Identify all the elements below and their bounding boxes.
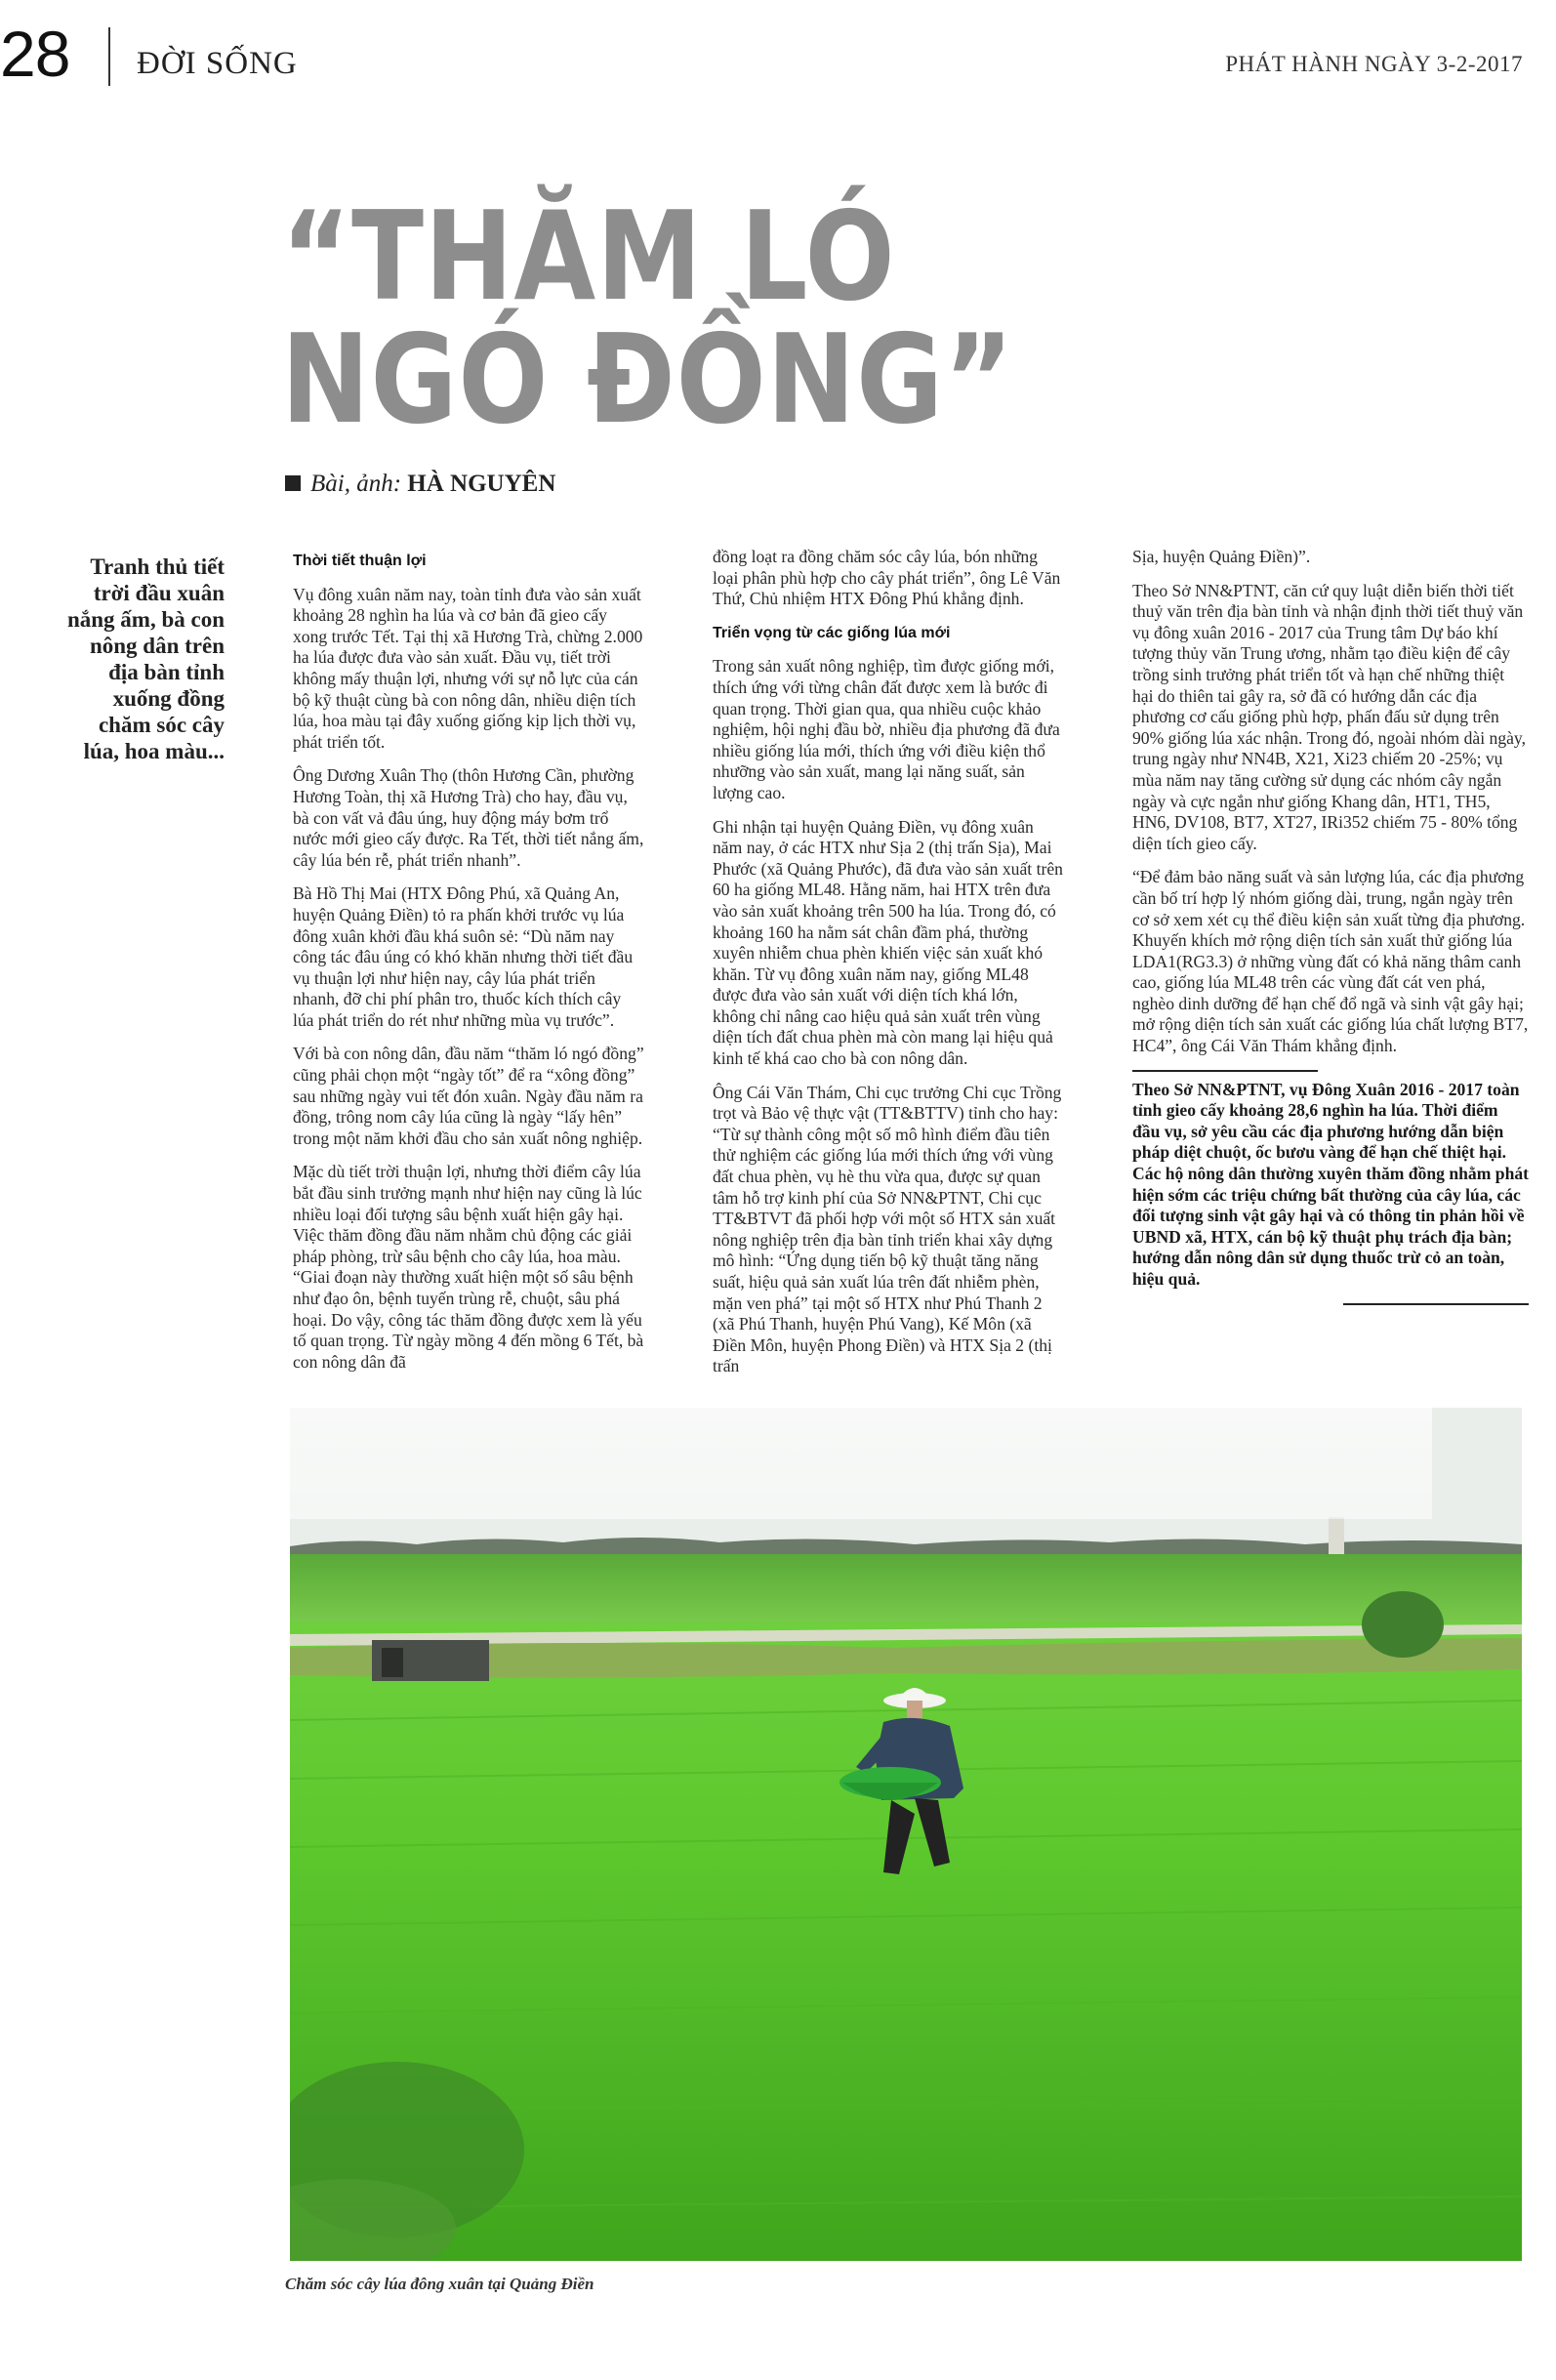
section-name: ĐỜI SỐNG	[137, 46, 298, 81]
box-bottom-rule	[1343, 1303, 1529, 1305]
photo-caption: Chăm sóc cây lúa đông xuân tại Quảng Điền	[285, 2275, 594, 2293]
byline-square-icon	[285, 475, 301, 491]
sluice-opening	[382, 1648, 403, 1677]
paragraph: đồng loạt ra đồng chăm sóc cây lúa, bón những loại phân phù hợp cho cây phát triển”, ông Lê Văn Thứ, Chủ nhiệm HTX Đông Phú khẳng định.	[713, 547, 1061, 609]
paragraph: Theo Sở NN&PTNT, căn cứ quy luật diễn biến thời tiết thuỷ văn trên địa bàn tỉnh và nhận định thời tiết thuỷ văn vụ đông xuân 2016 - 2017 của Trung tâm Dự báo khí tượng thủy văn Trung ương, nhằm tạo điều kiện để cây trồng sinh trưởng phát triển tốt và hạn chế những thiệt hại do thiên tai gây ra, sở đã có hướng dẫn các địa phương cơ cấu giống phù hợp, phấn đấu sử dụng trên 90% giống lúa xác nhận. Trong đó, ngoài nhóm dài ngày, trung ngày như NN4B, X21, Xi23 chiếm 20 -25%; vụ mùa năm nay tăng cường sử dụng các nhóm cây ngắn ngày và cực ngắn như giống Khang dân, HT1, TH5, HN6, DV108, BT7, XT27, IRi352 chiếm 75 - 80% tổng diện tích gieo cấy.	[1132, 580, 1526, 853]
box-top-rule	[1132, 1070, 1318, 1072]
rice-field-photo	[290, 1408, 1522, 2261]
bush	[1362, 1591, 1444, 1658]
byline-label: Bài, ảnh:	[310, 471, 402, 497]
paragraph: Vụ đông xuân năm nay, toàn tỉnh đưa vào sản xuất khoảng 28 nghìn ha lúa và cơ bản đã gieo cấy xong trước Tết. Tại thị xã Hương Trà, chừng 2.000 ha lúa được đưa vào sản xuất. Đầu vụ, tiết trời không mấy thuận lợi, nhưng với sự nỗ lực của cán bộ kỹ thuật cùng bà con nông dân, nhiều diện tích lúa, hoa màu tại đây xuống giống kịp lịch thời vụ, phát triển tốt.	[293, 584, 643, 752]
byline-author: HÀ NGUYÊN	[407, 471, 556, 497]
paragraph: Với bà con nông dân, đầu năm “thăm ló ngó đồng” cũng phải chọn một “ngày tốt” để ra “xông đồng” sau những ngày vui tết đón xuân. Ngày đầu năm ra đồng, trông nom cây lúa cũng là ngày “lấy hên” trong một năm khởi đầu cho sản xuất nông nghiệp.	[293, 1044, 644, 1148]
title-line-2: NGÓ ĐỒNG”	[281, 308, 1014, 451]
page-number: 28	[0, 18, 70, 90]
paragraph: “Để đảm bảo năng suất và sản lượng lúa, các địa phương cần bố trí hợp lý nhóm giống dài, trung, ngắn ngày trên cơ sở xem xét cụ thể điều kiện sản xuất từng địa phương. Khuyến khích mở rộng diện tích sản xuất thử giống lúa LDA1(RG3.3) ở những vùng đất có khả năng thâm canh cao, giống lúa ML48 trên các vùng đất cát ven phá, nghèo dinh dưỡng để hạn chế đổ ngã và sinh vật gây hại; mở rộng diện tích sản xuất các giống lúa chất lượng BT7, HC4”, ông Cái Văn Thám khẳng định.	[1132, 867, 1529, 1056]
subheading-weather: Thời tiết thuận lợi	[293, 553, 427, 569]
photo-illustration	[290, 1408, 1522, 2261]
paragraph: Ông Dương Xuân Thọ (thôn Hương Cần, phường Hương Toàn, thị xã Hương Trà) cho hay, đầu vụ, bà con vất vả đâu úng, huy động máy bơm trổ nước mới gieo cấy được. Ra Tết, thời tiết nắng ấm, cây lúa bén rễ, phát triển nhanh”.	[293, 765, 644, 870]
text-overlay-band	[290, 1408, 1432, 1519]
small-tower	[1329, 1517, 1344, 1554]
far-field	[290, 1554, 1522, 1622]
highlight-box: Theo Sở NN&PTNT, vụ Đông Xuân 2016 - 2017 toàn tỉnh gieo cấy khoảng 28,6 nghìn ha lúa. Thời điểm đầu vụ, sở yêu cầu các địa phương hướng dẫn biện pháp diệt chuột, ốc bươu vàng để hạn chế thiệt hại. Các hộ nông dân thường xuyên thăm đồng nhằm phát hiện sớm các triệu chứng bất thường của cây lúa, các đối tượng sinh vật gây hại và có thông tin phản hồi về UBND xã, HTX, cán bộ kỹ thuật phụ trách địa bàn; hướng dẫn nông dân sử dụng thuốc trừ cỏ an toàn, hiệu quả.	[1132, 1079, 1530, 1289]
header-divider	[108, 27, 110, 86]
paragraph: Bà Hồ Thị Mai (HTX Đông Phú, xã Quảng An, huyện Quảng Điền) tỏ ra phấn khởi trước vụ lúa đông xuân khởi đầu khá suôn sẻ: “Dù năm nay công tác đâu úng có khó khăn nhưng thời tiết đầu vụ thuận lợi như hiện nay, cây lúa phát triển nhanh, đỡ chi phí phân tro, thuốc kích thích cây lúa phát triển do rét như những mùa vụ trước”.	[293, 883, 634, 1030]
text-column-1	[293, 547, 644, 1385]
paragraph: Sịa, huyện Quảng Điền)”.	[1132, 547, 1311, 566]
paragraph: Ghi nhận tại huyện Quảng Điền, vụ đông xuân năm nay, ở các HTX như Sịa 2 (thị trấn Sịa), Mai Phước (xã Quảng Phước), đã đưa vào sản xuất trên 60 ha giống ML48. Hằng năm, hai HTX trên đưa vào sản xuất khoảng trên 500 ha lúa. Trong đó, có khoảng 160 ha nằm sát chân đầm phá, thường xuyên nhiễm chua phèn khiến việc sản xuất khó khăn. Từ vụ đông xuân năm nay, giống ML48 được đưa vào sản xuất với diện tích khá lớn, không chỉ nâng cao hiệu quả sản xuất trên vùng diện tích đất chua phèn mà còn mang lại hiệu quả kinh tế khá cao cho bà con nông dân.	[713, 816, 1063, 1069]
byline	[285, 471, 555, 498]
text-column-2	[713, 547, 1064, 1390]
text-column-3	[1132, 547, 1529, 1305]
paragraph: Mặc dù tiết trời thuận lợi, nhưng thời điểm cây lúa bắt đầu sinh trưởng mạnh như hiện nay cũng là lúc nhiều loại đối tượng sâu bệnh xuất hiện gây hại. Việc thăm đồng đầu năm nhằm chủ động các giải pháp phòng, trừ sâu bệnh cho cây lúa, hoa màu. “Giai đoạn này thường xuất hiện một số sâu bệnh như đạo ôn, bệnh tuyến trùng rễ, chuột, sâu phá hoại. Do vậy, công tác thăm đồng được xem là yếu tố quan trọng. Từ ngày mồng 4 đến mồng 6 Tết, bà con nông dân đã	[293, 1162, 644, 1372]
subheading-new-varieties: Triển vọng từ các giống lúa mới	[713, 624, 951, 641]
article-title	[281, 185, 1037, 451]
title-line-1: “THĂM LÓ	[281, 185, 896, 328]
article-lead: Tranh thủ tiết trời đầu xuân nắng ấm, bà con nông dân trên địa bàn tỉnh xuống đồng chăm sóc cây lúa, hoa màu...	[66, 554, 225, 763]
paragraph: Trong sản xuất nông nghiệp, tìm được giống mới, thích ứng với từng chân đất được xem là bước đi quan trọng. Thời gian qua, qua nhiều cuộc khảo nghiệm, hội nghị đầu bờ, nhiều địa phương đã đưa nhiều giống lúa mới, thích ứng với điều kiện thổ nhưỡng vào sản xuất, mang lại năng suất, sản lượng cao.	[713, 656, 1060, 802]
paragraph: Ông Cái Văn Thám, Chi cục trưởng Chi cục Trồng trọt và Bảo vệ thực vật (TT&BTTV) tỉnh cho hay: “Từ sự thành công một số mô hình điểm đầu tiên thử nghiệm các giống lúa mới thích ứng với vùng đất chua phèn, vụ hè thu vừa qua, được sự quan tâm hỗ trợ kinh phí của Sở NN&PTNT, Chi cục TT&BTVT đã phối hợp với một số HTX sản xuất nông nghiệp trên địa bàn tỉnh triển khai xây dựng mô hình: “Ứng dụng tiến bộ kỹ thuật tăng năng suất, hiệu quả sản xuất lúa trên đất nhiễm phèn, mặn ven phá” tại một số HTX như Phú Thanh 2 (xã Phú Thanh, huyện Phú Vang), Kế Môn (xã Điền Môn, huyện Phong Điền) và HTX Sịa 2 (thị trấn	[713, 1082, 1062, 1376]
issue-date: PHÁT HÀNH NGÀY 3-2-2017	[1225, 52, 1523, 76]
